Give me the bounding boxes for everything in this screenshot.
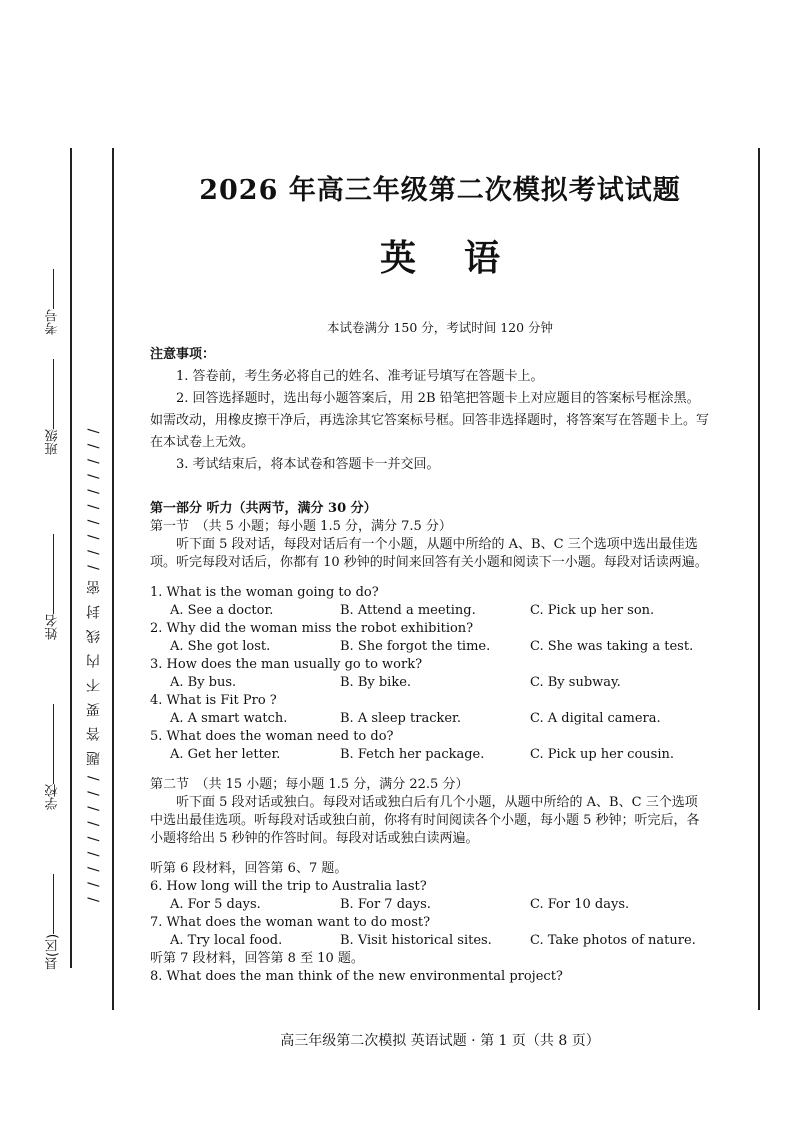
section1-title: 第一节 （共 5 小题；每小题 1.5 分，满分 7.5 分） bbox=[150, 519, 452, 534]
section1-questions bbox=[150, 584, 710, 764]
question-options bbox=[150, 746, 710, 764]
option-b: B. She forgot the time. bbox=[340, 639, 491, 654]
note-item: 3. 考试结束后，将本试卷和答题卡一并交回。 bbox=[176, 457, 440, 472]
option-b: B. By bike. bbox=[340, 675, 412, 690]
name-blank bbox=[52, 534, 54, 614]
question-options bbox=[150, 896, 710, 914]
option-b: B. A sleep tracker. bbox=[340, 711, 461, 726]
exam-number-field bbox=[42, 255, 64, 335]
option-b: B. Fetch her package. bbox=[340, 747, 485, 762]
section2-title: 第二节 （共 15 小题；每小题 1.5 分，满分 22.5 分） bbox=[150, 777, 469, 792]
question-stem: 4. What is Fit Pro ? bbox=[150, 693, 277, 708]
exam-info: 本试卷满分 150 分，考试时间 120 分钟 bbox=[326, 320, 554, 335]
option-b: B. Attend a meeting. bbox=[340, 603, 476, 618]
exam-title: 2026 年高三年级第二次模拟考试试题 bbox=[199, 175, 681, 206]
material-6-heading: 听第 6 段材料，回答第 6、7 题。 bbox=[150, 861, 348, 876]
question-stem: 3. How does the man usually go to work? bbox=[150, 657, 423, 672]
option-c: C. A digital camera. bbox=[530, 711, 661, 726]
class-field bbox=[42, 345, 64, 455]
binding-line-inner bbox=[112, 148, 114, 1010]
question-stem: 1. What is the woman going to do? bbox=[150, 585, 379, 600]
question-stem: 5. What does the woman need to do? bbox=[150, 729, 394, 744]
option-c: C. Pick up her cousin. bbox=[530, 747, 674, 762]
question-stem: 2. Why did the woman miss the robot exhibition? bbox=[150, 621, 474, 636]
option-a: A. See a doctor. bbox=[170, 603, 274, 618]
seal-line-notice: / / / / / / / / / 题 答 要 不 内 线 封 密 / / / / / / / / / / bbox=[86, 425, 102, 902]
question-options bbox=[150, 638, 710, 656]
district-blank bbox=[52, 874, 54, 934]
question-stem: 8. What does the man think of the new environmental project? bbox=[150, 969, 563, 984]
question-options bbox=[150, 602, 710, 620]
school-label: 学校 bbox=[45, 784, 61, 810]
option-a: A. By bus. bbox=[170, 675, 237, 690]
school-field bbox=[42, 690, 64, 810]
part1-title: 第一部分 听力（共两节，满分 30 分） bbox=[150, 501, 377, 516]
option-a: A. For 5 days. bbox=[170, 897, 261, 912]
option-c: C. For 10 days. bbox=[530, 897, 630, 912]
option-a: A. Get her letter. bbox=[170, 747, 281, 762]
school-blank bbox=[52, 704, 54, 784]
option-a: A. She got lost. bbox=[170, 639, 271, 654]
note-item: 1. 答卷前，考生务必将自己的姓名、准考证号填写在答题卡上。 bbox=[176, 369, 544, 384]
exam-number-blank bbox=[52, 269, 54, 309]
section1-instructions: 听下面 5 段对话，每段对话后有一个小题，从题中所给的 A、B、C 三个选项中选出最佳选项。听完每段对话后，你都有 10 秒钟的时间来回答有关小题和阅读下一小题。每段对话读两遍。 bbox=[150, 537, 708, 570]
option-b: B. Visit historical sites. bbox=[340, 933, 492, 948]
note-item: 2. 回答选择题时，选出每小题答案后，用 2B 铅笔把答题卡上对应题目的答案标号框涂黑。如需改动，用橡皮擦干净后，再选涂其它答案标号框。回答非选择题时，将答案写在答题卡上。写在本试卷上无效。 bbox=[150, 391, 710, 450]
exam-content bbox=[150, 344, 710, 986]
class-label: 班级 bbox=[45, 429, 61, 455]
option-a: A. Try local food. bbox=[170, 933, 283, 948]
question-options bbox=[150, 710, 710, 728]
district-field bbox=[42, 860, 64, 970]
option-c: C. Pick up her son. bbox=[530, 603, 655, 618]
question-options bbox=[150, 674, 710, 692]
material-7-heading: 听第 7 段材料，回答第 8 至 10 题。 bbox=[150, 951, 364, 966]
class-blank bbox=[52, 359, 54, 429]
question-stem: 6. How long will the trip to Australia last? bbox=[150, 879, 427, 894]
section2-instructions: 听下面 5 段对话或独白。每段对话或独白后有几个小题，从题中所给的 A、B、C 三个选项中选出最佳选项。听每段对话或独白前，你将有时间阅读各个小题，每小题 5 秒钟；听完后，各小题将给出 5 秒钟的作答时间。每段对话或独白读两遍。 bbox=[150, 795, 700, 846]
option-c: C. Take photos of nature. bbox=[530, 933, 696, 948]
subject-title: 英语 bbox=[379, 237, 548, 279]
option-c: C. By subway. bbox=[530, 675, 621, 690]
notes-title: 注意事项： bbox=[150, 347, 216, 362]
option-b: B. For 7 days. bbox=[340, 897, 431, 912]
option-a: A. A smart watch. bbox=[170, 711, 288, 726]
binding-line-outer bbox=[70, 148, 72, 968]
option-c: C. She was taking a test. bbox=[530, 639, 694, 654]
name-field bbox=[42, 520, 64, 640]
district-label: 县(区) bbox=[45, 933, 61, 970]
exam-number-label: 考号 bbox=[45, 309, 61, 335]
question-stem: 7. What does the woman want to do most? bbox=[150, 915, 431, 930]
page-footer: 高三年级第二次模拟 英语试题 · 第 1 页（共 8 页） bbox=[280, 1033, 600, 1049]
name-label: 姓名 bbox=[45, 614, 61, 640]
question-options bbox=[150, 932, 710, 950]
